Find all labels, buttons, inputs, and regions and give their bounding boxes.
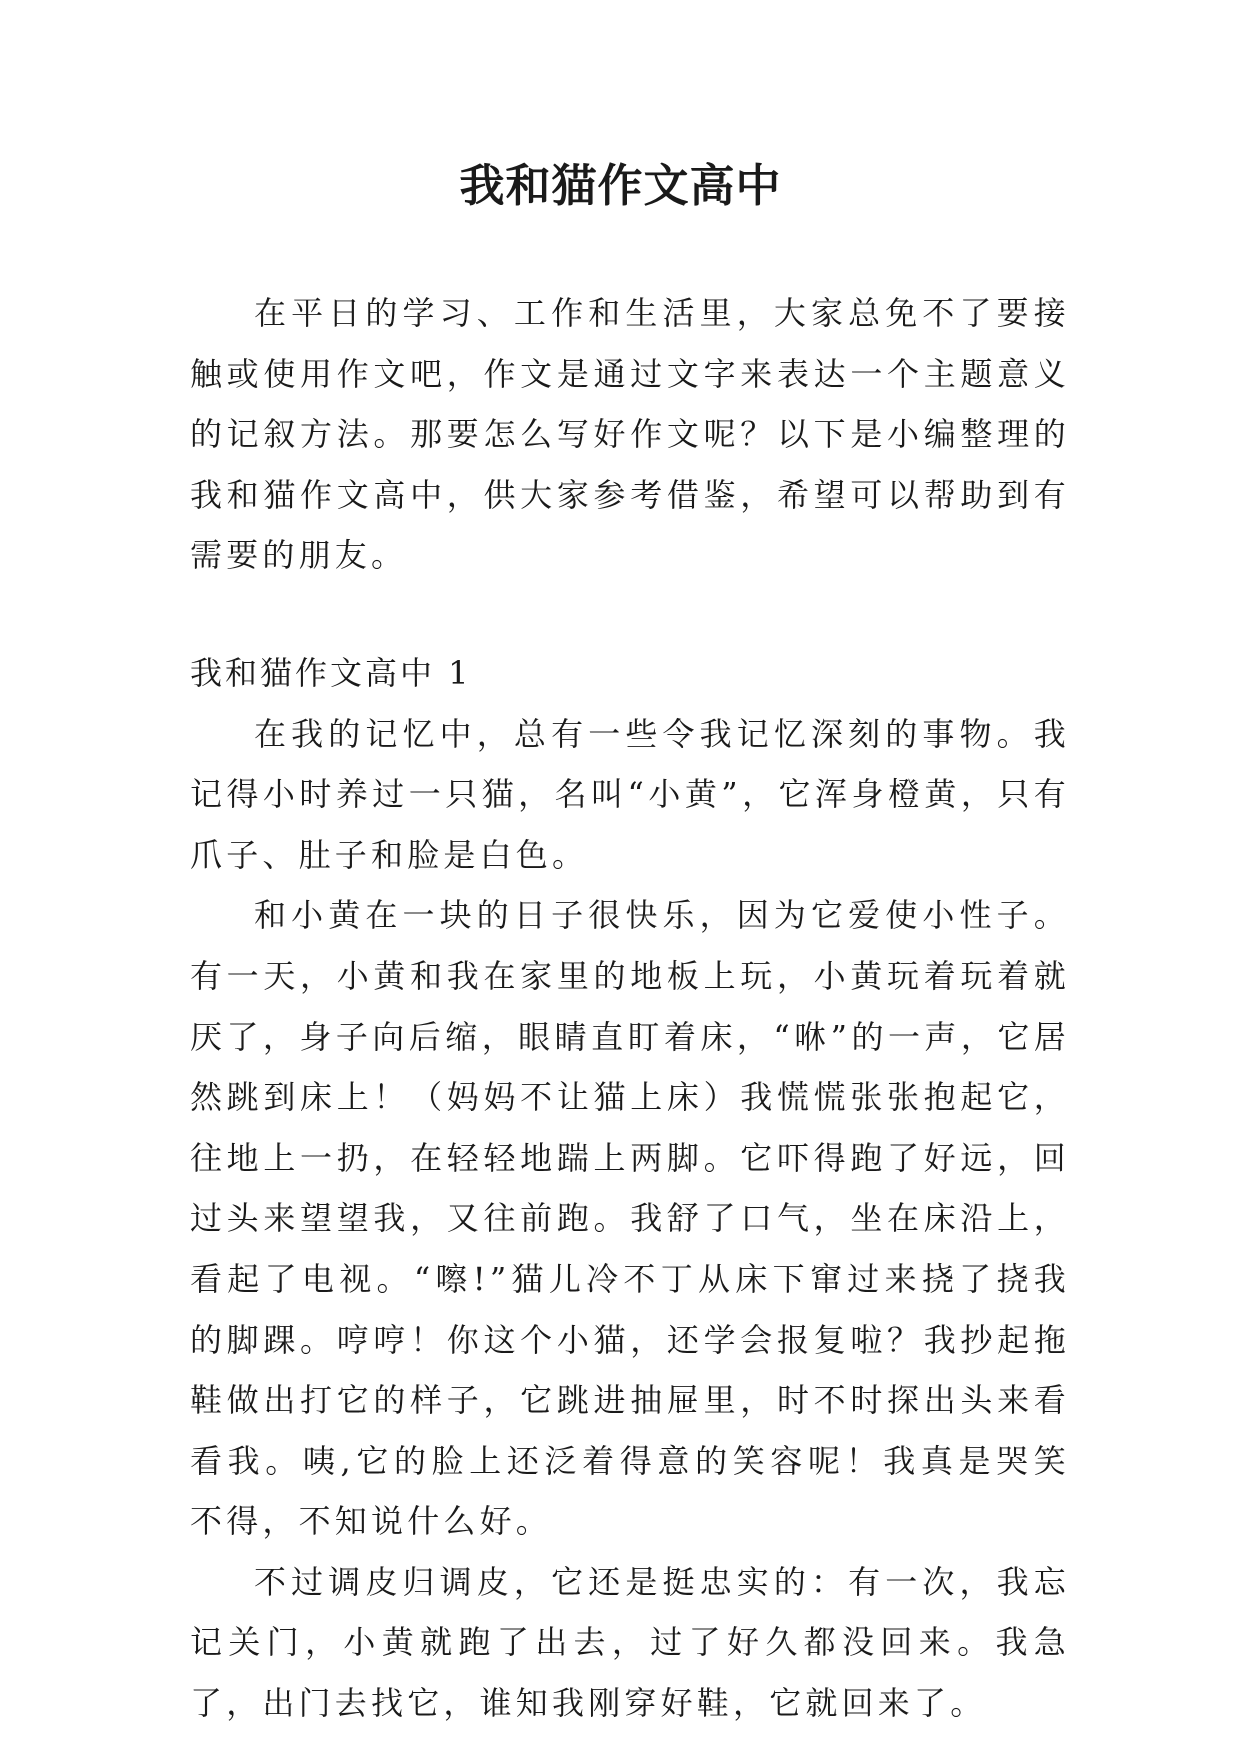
document-body [190,283,1070,1734]
body-paragraph-3: 不过调皮归调皮，它还是挺忠实的：有一次，我忘记关门，小黄就跑了出去，过了好久都没回来。我急了，出门去找它，谁知我刚穿好鞋，它就回来了。 [190,1562,1070,1723]
intro-paragraph: 在平日的学习、工作和生活里，大家总免不了要接触或使用作文吧，作文是通过文字来表达一个主题意义的记叙方法。那要怎么写好作文呢？以下是小编整理的我和猫作文高中，供大家参考借鉴，希望可以帮助到有需要的朋友。 [190,294,1070,575]
page-title: 我和猫作文高中 [459,159,782,212]
body-paragraph-1: 在我的记忆中，总有一些令我记忆深刻的事物。我记得小时养过一只猫，名叫“小黄”，它浑身橙黄，只有爪子、肚子和脸是白色。 [190,714,1070,874]
body-paragraph-2: 和小黄在一块的日子很快乐，因为它爱使小性子。有一天，小黄和我在家里的地板上玩，小黄玩着玩着就厌了，身子向后缩，眼睛直盯着床，“咻”的一声，它居然跳到床上！（妈妈不让猫上床）我慌慌张张抱起它，往地上一扔，在轻轻地踹上两脚。它吓得跑了好远，回过头来望望我，又往前跑。我舒了口气，坐在床沿上，看起了电视。“嚓!”猫儿冷不丁从床下窜过来挠了挠我的脚踝。哼哼！你这个小猫，还学会报复啦？我抄起拖鞋做出打它的样子，它跳进抽屉里，时不时探出头来看看我。咦,它的脸上还泛着得意的笑容呢！我真是哭笑不得，不知说什么好。 [190,896,1070,1541]
section-heading: 我和猫作文高中 1 [190,653,472,692]
